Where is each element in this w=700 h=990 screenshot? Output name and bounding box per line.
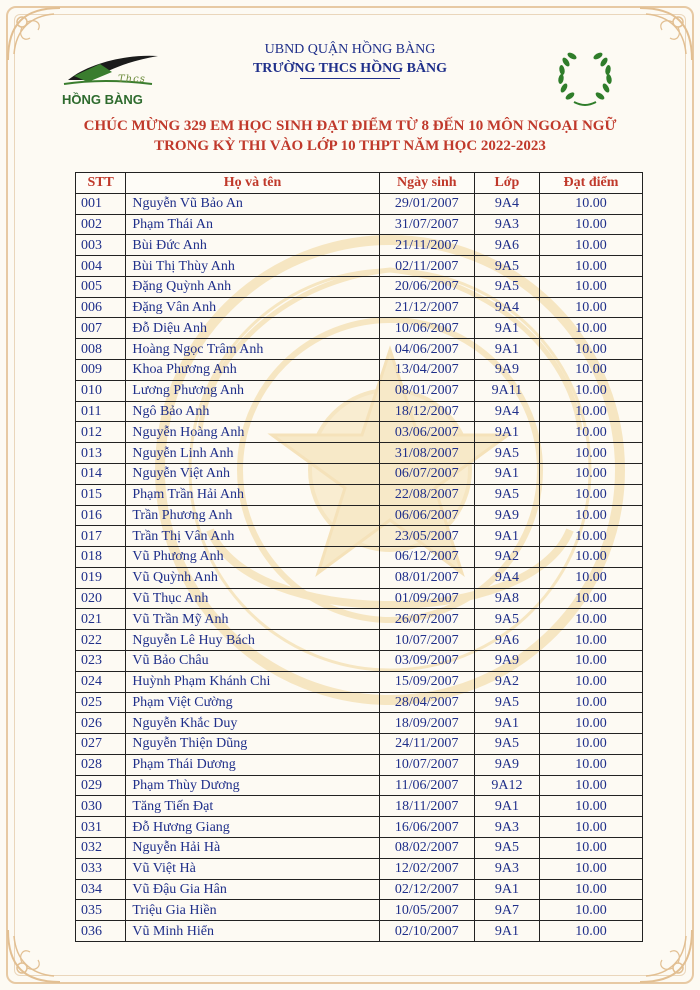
table-row <box>76 256 643 277</box>
cell-date-of-birth: 16/06/2007 <box>379 817 474 838</box>
cell-full-name: Triệu Gia Hiền <box>126 900 379 921</box>
cell-stt: 005 <box>76 276 126 297</box>
cell-class: 9A1 <box>474 796 539 817</box>
cell-class: 9A4 <box>474 401 539 422</box>
cell-class: 9A4 <box>474 193 539 214</box>
cell-class: 9A7 <box>474 900 539 921</box>
cell-class: 9A1 <box>474 318 539 339</box>
cell-class: 9A3 <box>474 214 539 235</box>
cell-stt: 028 <box>76 754 126 775</box>
cell-stt: 024 <box>76 671 126 692</box>
cell-date-of-birth: 06/07/2007 <box>379 463 474 484</box>
table-row <box>76 796 643 817</box>
cell-class: 9A9 <box>474 650 539 671</box>
cell-stt: 019 <box>76 567 126 588</box>
cell-score: 10.00 <box>539 775 642 796</box>
cell-full-name: Bùi Đức Anh <box>126 235 379 256</box>
cell-class: 9A6 <box>474 630 539 651</box>
cell-class: 9A4 <box>474 297 539 318</box>
cell-full-name: Nguyễn Khắc Duy <box>126 713 379 734</box>
cell-score: 10.00 <box>539 754 642 775</box>
table-row <box>76 484 643 505</box>
table-row <box>76 505 643 526</box>
cell-score: 10.00 <box>539 547 642 568</box>
cell-score: 10.00 <box>539 526 642 547</box>
cell-class: 9A1 <box>474 526 539 547</box>
cell-date-of-birth: 02/12/2007 <box>379 879 474 900</box>
cell-score: 10.00 <box>539 900 642 921</box>
cell-score: 10.00 <box>539 193 642 214</box>
cell-stt: 002 <box>76 214 126 235</box>
table-row <box>76 921 643 942</box>
cell-score: 10.00 <box>539 838 642 859</box>
cell-date-of-birth: 24/11/2007 <box>379 734 474 755</box>
cell-stt: 022 <box>76 630 126 651</box>
cell-date-of-birth: 03/06/2007 <box>379 422 474 443</box>
cell-score: 10.00 <box>539 650 642 671</box>
cell-full-name: Hoàng Ngọc Trâm Anh <box>126 339 379 360</box>
cell-date-of-birth: 06/12/2007 <box>379 547 474 568</box>
table-row <box>76 276 643 297</box>
school-logo <box>60 50 165 110</box>
cell-class: 9A5 <box>474 484 539 505</box>
cell-full-name: Đỗ Diệu Anh <box>126 318 379 339</box>
cell-date-of-birth: 10/05/2007 <box>379 900 474 921</box>
table-row <box>76 193 643 214</box>
cell-class: 9A5 <box>474 609 539 630</box>
cell-full-name: Đặng Vân Anh <box>126 297 379 318</box>
cell-class: 9A2 <box>474 547 539 568</box>
cell-date-of-birth: 08/01/2007 <box>379 567 474 588</box>
cell-full-name: Nguyễn Vũ Bảo An <box>126 193 379 214</box>
cell-date-of-birth: 29/01/2007 <box>379 193 474 214</box>
table-row <box>76 588 643 609</box>
logo-school-name: HỒNG BÀNG <box>62 92 143 107</box>
cell-date-of-birth: 31/08/2007 <box>379 443 474 464</box>
cell-stt: 003 <box>76 235 126 256</box>
cell-date-of-birth: 10/07/2007 <box>379 630 474 651</box>
header-score: Đạt điểm <box>539 173 642 194</box>
cell-full-name: Phạm Trần Hải Anh <box>126 484 379 505</box>
cell-date-of-birth: 08/02/2007 <box>379 838 474 859</box>
cell-stt: 034 <box>76 879 126 900</box>
table-row <box>76 339 643 360</box>
cell-full-name: Trần Phương Anh <box>126 505 379 526</box>
table-row <box>76 380 643 401</box>
school-name: TRƯỜNG THCS HỒNG BÀNG <box>252 61 448 76</box>
cell-full-name: Nguyễn Việt Anh <box>126 463 379 484</box>
cell-full-name: Lương Phương Anh <box>126 380 379 401</box>
cell-stt: 014 <box>76 463 126 484</box>
cell-stt: 023 <box>76 650 126 671</box>
table-row <box>76 401 643 422</box>
cell-full-name: Phạm Việt Cường <box>126 692 379 713</box>
cell-score: 10.00 <box>539 505 642 526</box>
cell-date-of-birth: 13/04/2007 <box>379 360 474 381</box>
cell-score: 10.00 <box>539 214 642 235</box>
cell-stt: 010 <box>76 380 126 401</box>
cell-stt: 032 <box>76 838 126 859</box>
cell-score: 10.00 <box>539 567 642 588</box>
cell-class: 9A3 <box>474 817 539 838</box>
table-row <box>76 214 643 235</box>
table-row <box>76 671 643 692</box>
cell-full-name: Nguyễn Hải Hà <box>126 838 379 859</box>
cell-score: 10.00 <box>539 879 642 900</box>
header-date-of-birth: Ngày sinh <box>379 173 474 194</box>
cell-stt: 012 <box>76 422 126 443</box>
cell-stt: 004 <box>76 256 126 277</box>
cell-score: 10.00 <box>539 692 642 713</box>
cell-score: 10.00 <box>539 422 642 443</box>
cell-date-of-birth: 18/12/2007 <box>379 401 474 422</box>
cell-stt: 029 <box>76 775 126 796</box>
cell-score: 10.00 <box>539 630 642 651</box>
cell-class: 9A5 <box>474 734 539 755</box>
cell-stt: 001 <box>76 193 126 214</box>
table-row <box>76 297 643 318</box>
cell-full-name: Nguyễn Lê Huy Bách <box>126 630 379 651</box>
cell-full-name: Khoa Phương Anh <box>126 360 379 381</box>
corner-ornament-bottom-left <box>4 926 64 986</box>
cell-full-name: Huỳnh Phạm Khánh Chi <box>126 671 379 692</box>
cell-date-of-birth: 10/07/2007 <box>379 754 474 775</box>
congratulation-title-line1: CHÚC MỪNG 329 EM HỌC SINH ĐẠT ĐIỂM TỪ 8 ĐẾN 10 MÔN NGOẠI NGỮ <box>83 118 617 134</box>
cell-full-name: Vũ Đậu Gia Hân <box>126 879 379 900</box>
cell-date-of-birth: 31/07/2007 <box>379 214 474 235</box>
cell-score: 10.00 <box>539 484 642 505</box>
cell-stt: 015 <box>76 484 126 505</box>
cell-date-of-birth: 10/06/2007 <box>379 318 474 339</box>
table-row <box>76 692 643 713</box>
district-name: UBND QUẬN HỒNG BÀNG <box>264 42 436 57</box>
table-row <box>76 360 643 381</box>
cell-score: 10.00 <box>539 401 642 422</box>
cell-date-of-birth: 12/02/2007 <box>379 858 474 879</box>
table-row <box>76 879 643 900</box>
cell-score: 10.00 <box>539 858 642 879</box>
table-row <box>76 443 643 464</box>
cell-full-name: Vũ Quỳnh Anh <box>126 567 379 588</box>
cell-class: 9A1 <box>474 463 539 484</box>
cell-stt: 031 <box>76 817 126 838</box>
table-row <box>76 858 643 879</box>
table-row <box>76 547 643 568</box>
cell-full-name: Ngô Bảo Anh <box>126 401 379 422</box>
cell-class: 9A3 <box>474 858 539 879</box>
cell-full-name: Vũ Việt Hà <box>126 858 379 879</box>
cell-full-name: Bùi Thị Thùy Anh <box>126 256 379 277</box>
cell-date-of-birth: 01/09/2007 <box>379 588 474 609</box>
cell-full-name: Vũ Trần Mỹ Anh <box>126 609 379 630</box>
table-row <box>76 463 643 484</box>
cell-date-of-birth: 18/11/2007 <box>379 796 474 817</box>
cell-date-of-birth: 02/10/2007 <box>379 921 474 942</box>
table-header-row <box>76 173 643 194</box>
cell-score: 10.00 <box>539 796 642 817</box>
cell-score: 10.00 <box>539 235 642 256</box>
cell-class: 9A5 <box>474 276 539 297</box>
table-row <box>76 630 643 651</box>
table-row <box>76 318 643 339</box>
table-row <box>76 817 643 838</box>
cell-class: 9A4 <box>474 567 539 588</box>
table-row <box>76 754 643 775</box>
cell-stt: 018 <box>76 547 126 568</box>
cell-stt: 030 <box>76 796 126 817</box>
cell-date-of-birth: 15/09/2007 <box>379 671 474 692</box>
cell-score: 10.00 <box>539 588 642 609</box>
cell-date-of-birth: 20/06/2007 <box>379 276 474 297</box>
table-row <box>76 609 643 630</box>
cell-date-of-birth: 23/05/2007 <box>379 526 474 547</box>
cell-class: 9A5 <box>474 256 539 277</box>
cell-stt: 036 <box>76 921 126 942</box>
cell-score: 10.00 <box>539 256 642 277</box>
table-row <box>76 713 643 734</box>
cell-class: 9A6 <box>474 235 539 256</box>
cell-class: 9A9 <box>474 505 539 526</box>
cell-class: 9A1 <box>474 879 539 900</box>
cell-class: 9A5 <box>474 838 539 859</box>
logo-thcs-text: Thcs <box>118 74 146 85</box>
cell-class: 9A11 <box>474 380 539 401</box>
student-score-table <box>75 172 643 942</box>
table-row <box>76 422 643 443</box>
cell-full-name: Vũ Thục Anh <box>126 588 379 609</box>
cell-class: 9A9 <box>474 754 539 775</box>
corner-ornament-bottom-right <box>636 926 696 986</box>
cell-stt: 025 <box>76 692 126 713</box>
cell-score: 10.00 <box>539 339 642 360</box>
cell-class: 9A8 <box>474 588 539 609</box>
cell-stt: 021 <box>76 609 126 630</box>
congratulation-title-line2: TRONG KỲ THI VÀO LỚP 10 THPT NĂM HỌC 2022-2023 <box>154 138 546 154</box>
header-class: Lớp <box>474 173 539 194</box>
cell-date-of-birth: 04/06/2007 <box>379 339 474 360</box>
cell-stt: 017 <box>76 526 126 547</box>
cell-full-name: Phạm Thái An <box>126 214 379 235</box>
cell-class: 9A1 <box>474 713 539 734</box>
cell-class: 9A1 <box>474 339 539 360</box>
cell-score: 10.00 <box>539 443 642 464</box>
cell-stt: 035 <box>76 900 126 921</box>
table-row <box>76 900 643 921</box>
cell-date-of-birth: 11/06/2007 <box>379 775 474 796</box>
cell-score: 10.00 <box>539 360 642 381</box>
cell-full-name: Vũ Bảo Châu <box>126 650 379 671</box>
cell-score: 10.00 <box>539 463 642 484</box>
cell-full-name: Vũ Phương Anh <box>126 547 379 568</box>
cell-class: 9A1 <box>474 422 539 443</box>
cell-stt: 006 <box>76 297 126 318</box>
table-row <box>76 235 643 256</box>
cell-stt: 033 <box>76 858 126 879</box>
cell-score: 10.00 <box>539 713 642 734</box>
cell-class: 9A12 <box>474 775 539 796</box>
table-row <box>76 526 643 547</box>
cell-stt: 026 <box>76 713 126 734</box>
cell-full-name: Trần Thị Vân Anh <box>126 526 379 547</box>
cell-stt: 020 <box>76 588 126 609</box>
cell-class: 9A9 <box>474 360 539 381</box>
cell-stt: 008 <box>76 339 126 360</box>
cell-full-name: Phạm Thùy Dương <box>126 775 379 796</box>
cell-score: 10.00 <box>539 276 642 297</box>
header-underline <box>300 78 400 79</box>
cell-score: 10.00 <box>539 297 642 318</box>
cell-date-of-birth: 06/06/2007 <box>379 505 474 526</box>
table-row <box>76 734 643 755</box>
cell-score: 10.00 <box>539 817 642 838</box>
cell-class: 9A5 <box>474 692 539 713</box>
cell-stt: 011 <box>76 401 126 422</box>
cell-score: 10.00 <box>539 734 642 755</box>
cell-score: 10.00 <box>539 380 642 401</box>
table-row <box>76 838 643 859</box>
cell-date-of-birth: 02/11/2007 <box>379 256 474 277</box>
cell-class: 9A5 <box>474 443 539 464</box>
cell-stt: 009 <box>76 360 126 381</box>
cell-full-name: Đỗ Hương Giang <box>126 817 379 838</box>
cell-full-name: Đặng Quỳnh Anh <box>126 276 379 297</box>
cell-class: 9A1 <box>474 921 539 942</box>
cell-stt: 013 <box>76 443 126 464</box>
header-full-name: Họ và tên <box>126 173 379 194</box>
cell-stt: 007 <box>76 318 126 339</box>
cell-full-name: Nguyễn Linh Anh <box>126 443 379 464</box>
cell-date-of-birth: 21/11/2007 <box>379 235 474 256</box>
cell-full-name: Nguyễn Hoàng Anh <box>126 422 379 443</box>
cell-date-of-birth: 22/08/2007 <box>379 484 474 505</box>
cell-score: 10.00 <box>539 921 642 942</box>
cell-class: 9A2 <box>474 671 539 692</box>
cell-full-name: Tăng Tiến Đạt <box>126 796 379 817</box>
cell-stt: 027 <box>76 734 126 755</box>
cell-stt: 016 <box>76 505 126 526</box>
cell-date-of-birth: 28/04/2007 <box>379 692 474 713</box>
cell-date-of-birth: 08/01/2007 <box>379 380 474 401</box>
cell-full-name: Phạm Thái Dương <box>126 754 379 775</box>
table-row <box>76 567 643 588</box>
table-row <box>76 650 643 671</box>
cell-date-of-birth: 21/12/2007 <box>379 297 474 318</box>
cell-date-of-birth: 03/09/2007 <box>379 650 474 671</box>
cell-score: 10.00 <box>539 671 642 692</box>
cell-score: 10.00 <box>539 609 642 630</box>
cell-full-name: Vũ Minh Hiển <box>126 921 379 942</box>
cell-full-name: Nguyễn Thiện Dũng <box>126 734 379 755</box>
cell-date-of-birth: 18/09/2007 <box>379 713 474 734</box>
cell-date-of-birth: 26/07/2007 <box>379 609 474 630</box>
header-stt: STT <box>76 173 126 194</box>
table-row <box>76 775 643 796</box>
cell-score: 10.00 <box>539 318 642 339</box>
